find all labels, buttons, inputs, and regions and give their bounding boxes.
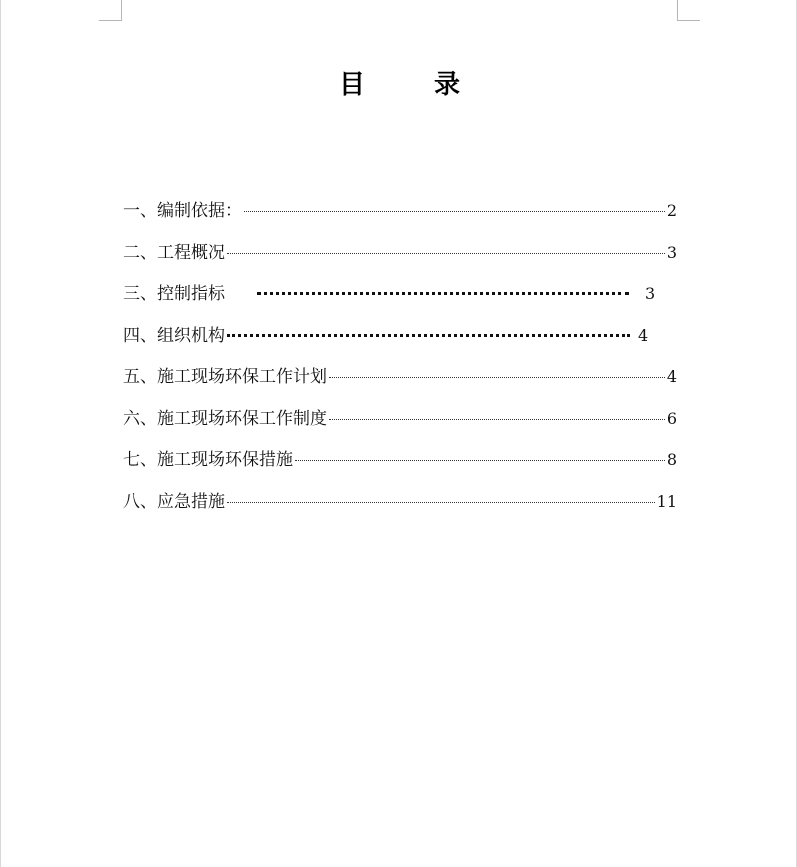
table-of-contents [123,196,677,528]
toc-dot-leader [227,333,630,337]
crop-mark-top-right [677,0,700,21]
toc-entry-label: 四、组织机构 [123,325,225,346]
toc-entry-label: 七、施工现场环保措施 [123,450,293,470]
toc-entry-page: 2 [666,201,677,220]
toc-entry[interactable] [123,238,677,280]
toc-dot-leader [244,210,665,212]
toc-dot-leader [295,459,665,461]
toc-title: 目 录 [338,70,491,100]
toc-entry-page: 8 [666,450,677,469]
toc-entry-page: 3 [666,242,677,262]
toc-entry-label: 一、编制依据： [123,201,242,221]
toc-dot-leader [227,252,665,254]
toc-entry-label: 六、施工现场环保工作制度 [123,408,327,429]
toc-entry-label: 二、工程概况 [123,242,225,263]
toc-entry-label: 五、施工现场环保工作计划 [123,367,327,387]
toc-entry-page: 3 [645,284,656,303]
toc-entry[interactable] [123,321,677,363]
toc-entry[interactable] [123,487,677,529]
toc-dot-leader [329,376,665,378]
toc-dot-leader [227,501,655,503]
toc-entry[interactable] [123,196,677,238]
toc-entry[interactable] [123,445,677,487]
toc-entry[interactable] [123,279,677,321]
toc-entry-page: 11 [656,491,677,511]
toc-entry-label: 八、应急措施 [123,491,225,512]
toc-entry[interactable] [123,362,677,404]
toc-entry[interactable] [123,404,677,446]
toc-entry-label: 三、控制指标 [123,284,225,304]
toc-dot-leader [329,418,665,420]
toc-entry-page: 4 [666,367,677,386]
toc-entry-page: 6 [666,408,677,428]
crop-mark-top-left [99,0,122,21]
toc-entry-page: 4 [638,325,649,345]
toc-dot-leader [257,291,629,295]
